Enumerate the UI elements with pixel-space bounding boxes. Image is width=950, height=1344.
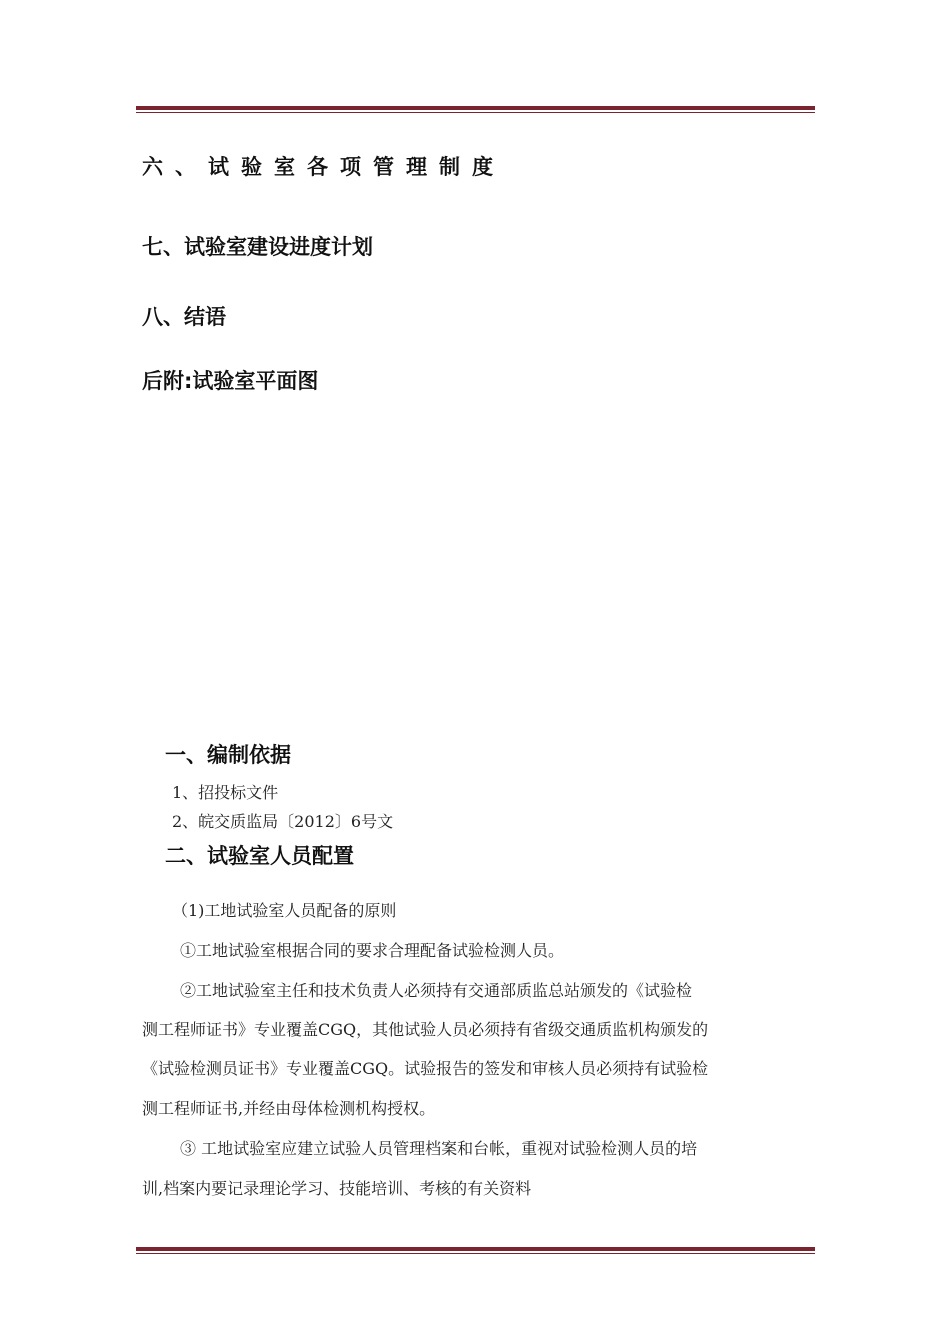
section-2-heading: 二、试验室人员配置 bbox=[165, 844, 354, 868]
section-2-paragraph-line: 《试验检测员证书》专业覆盖CGQ。试验报告的签发和审核人员必须持有试验检 bbox=[142, 1059, 709, 1078]
section-1-item: 2、皖交质监局〔2012〕6号文 bbox=[172, 812, 394, 831]
section-2-paragraph-line: 测工程师证书,并经由母体检测机构授权。 bbox=[142, 1099, 436, 1118]
section-2-paragraph-line: ②工地试验室主任和技术负责人必须持有交通部质监总站颁发的《试验检 bbox=[180, 981, 693, 1000]
toc-section-6: 六、试验室各项管理制度 bbox=[142, 155, 505, 179]
footer-rule-thin bbox=[136, 1253, 815, 1254]
toc-appendix: 后附:试验室平面图 bbox=[142, 369, 319, 393]
section-2-subheading: （1)工地试验室人员配备的原则 bbox=[172, 901, 397, 920]
section-1-heading: 一、编制依据 bbox=[165, 743, 291, 767]
section-1-item: 1、招投标文件 bbox=[172, 783, 279, 802]
header-rule bbox=[136, 106, 815, 113]
toc-section-8: 八、结语 bbox=[142, 305, 226, 329]
section-2-paragraph-line: 测工程师证书》专业覆盖CGQ，其他试验人员必须持有省级交通质监机构颁发的 bbox=[142, 1020, 709, 1039]
section-2-paragraph-line: 训,档案内要记录理论学习、技能培训、考核的有关资料 bbox=[142, 1179, 532, 1198]
footer-rule bbox=[136, 1247, 815, 1254]
section-2-paragraph-line: ③ 工地试验室应建立试验人员管理档案和台帐，重视对试验检测人员的培 bbox=[180, 1139, 698, 1158]
toc-section-7: 七、试验室建设进度计划 bbox=[142, 235, 373, 259]
section-2-paragraph-line: ①工地试验室根据合同的要求合理配备试验检测人员。 bbox=[180, 941, 565, 960]
header-rule-thin bbox=[136, 112, 815, 113]
footer-rule-thick bbox=[136, 1247, 815, 1251]
header-rule-thick bbox=[136, 106, 815, 110]
